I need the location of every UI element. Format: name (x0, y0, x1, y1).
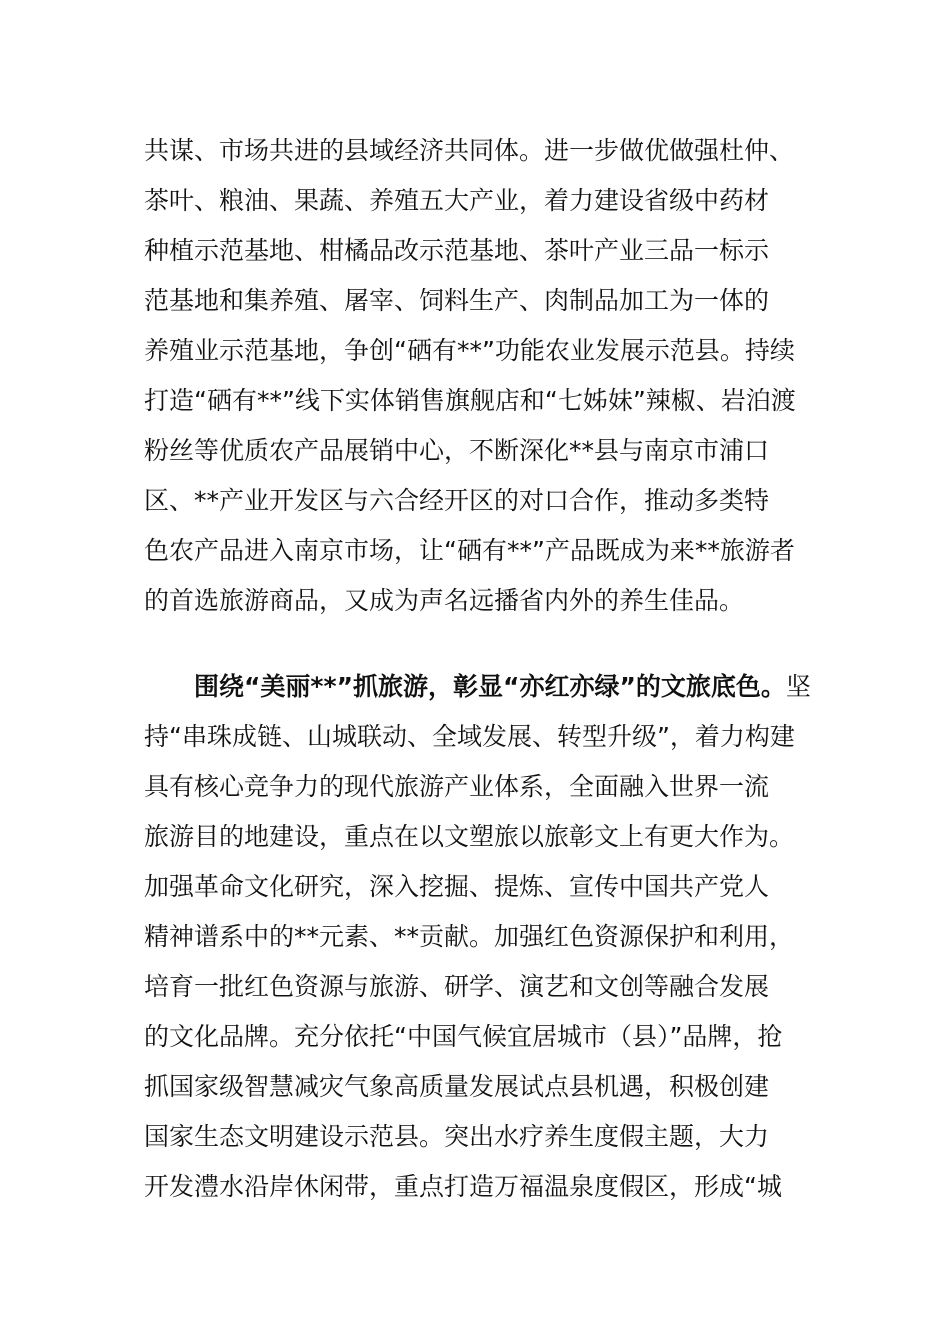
paragraph-line: 开发澧水沿岸休闲带，重点打造万福温泉度假区，形成“城 (144, 1172, 782, 1201)
paragraph-line: 具有核心竞争力的现代旅游产业体系，全面融入世界一流 (144, 772, 770, 801)
paragraph-line: 范基地和集养殖、屠宰、饲料生产、肉制品加工为一体的 (144, 286, 770, 315)
paragraph-line: 培育一批红色资源与旅游、研学、演艺和文创等融合发展 (144, 972, 770, 1001)
paragraph-line: 茶叶、粮油、果蔬、养殖五大产业，着力建设省级中药材 (144, 186, 770, 215)
paragraph-line: 精神谱系中的**元素、**贡献。加强红色资源保护和利用， (144, 922, 795, 951)
paragraph-line: 旅游目的地建设，重点在以文塑旅以旅彰文上有更大作为。 (144, 822, 795, 851)
paragraph-line: 色农产品进入南京市场，让“硒有**”产品既成为来**旅游者 (144, 536, 795, 565)
paragraph-line: 区、**产业开发区与六合经开区的对口合作，推动多类特 (144, 486, 770, 515)
paragraph-line-rest: 坚 (785, 672, 811, 701)
paragraph-2 (144, 662, 814, 1212)
paragraph-line: 养殖业示范基地，争创“硒有**”功能农业发展示范县。持续 (144, 336, 795, 365)
paragraph-line: 粉丝等优质农产品展销中心，不断深化**县与南京市浦口 (144, 436, 770, 465)
paragraph-line: 持“串珠成链、山城联动、全域发展、转型升级”，着力构建 (144, 722, 795, 751)
paragraph-line: 的首选旅游商品，又成为声名远播省内外的养生佳品。 (144, 586, 745, 615)
paragraph-line: 种植示范基地、柑橘品改示范基地、茶叶产业三品一标示 (144, 236, 770, 265)
paragraph-heading: 围绕“美丽**”抓旅游，彰显“亦红亦绿”的文旅底色。 (194, 672, 786, 701)
paragraph-line: 国家生态文明建设示范县。突出水疗养生度假主题，大力 (144, 1122, 770, 1151)
paragraph-1 (144, 126, 814, 626)
paragraph-line: 的文化品牌。充分依托“中国气候宜居城市（县）”品牌，抢 (144, 1022, 783, 1051)
paragraph-line: 打造“硒有**”线下实体销售旗舰店和“七姊妹”辣椒、岩泊渡 (144, 386, 796, 415)
paragraph-first-line (144, 662, 814, 712)
paragraph-line: 抓国家级智慧减灾气象高质量发展试点县机遇，积极创建 (144, 1072, 770, 1101)
paragraph-line: 加强革命文化研究，深入挖掘、提炼、宣传中国共产党人 (144, 872, 770, 901)
paragraph-line: 共谋、市场共进的县域经济共同体。进一步做优做强杜仲、 (144, 136, 795, 165)
